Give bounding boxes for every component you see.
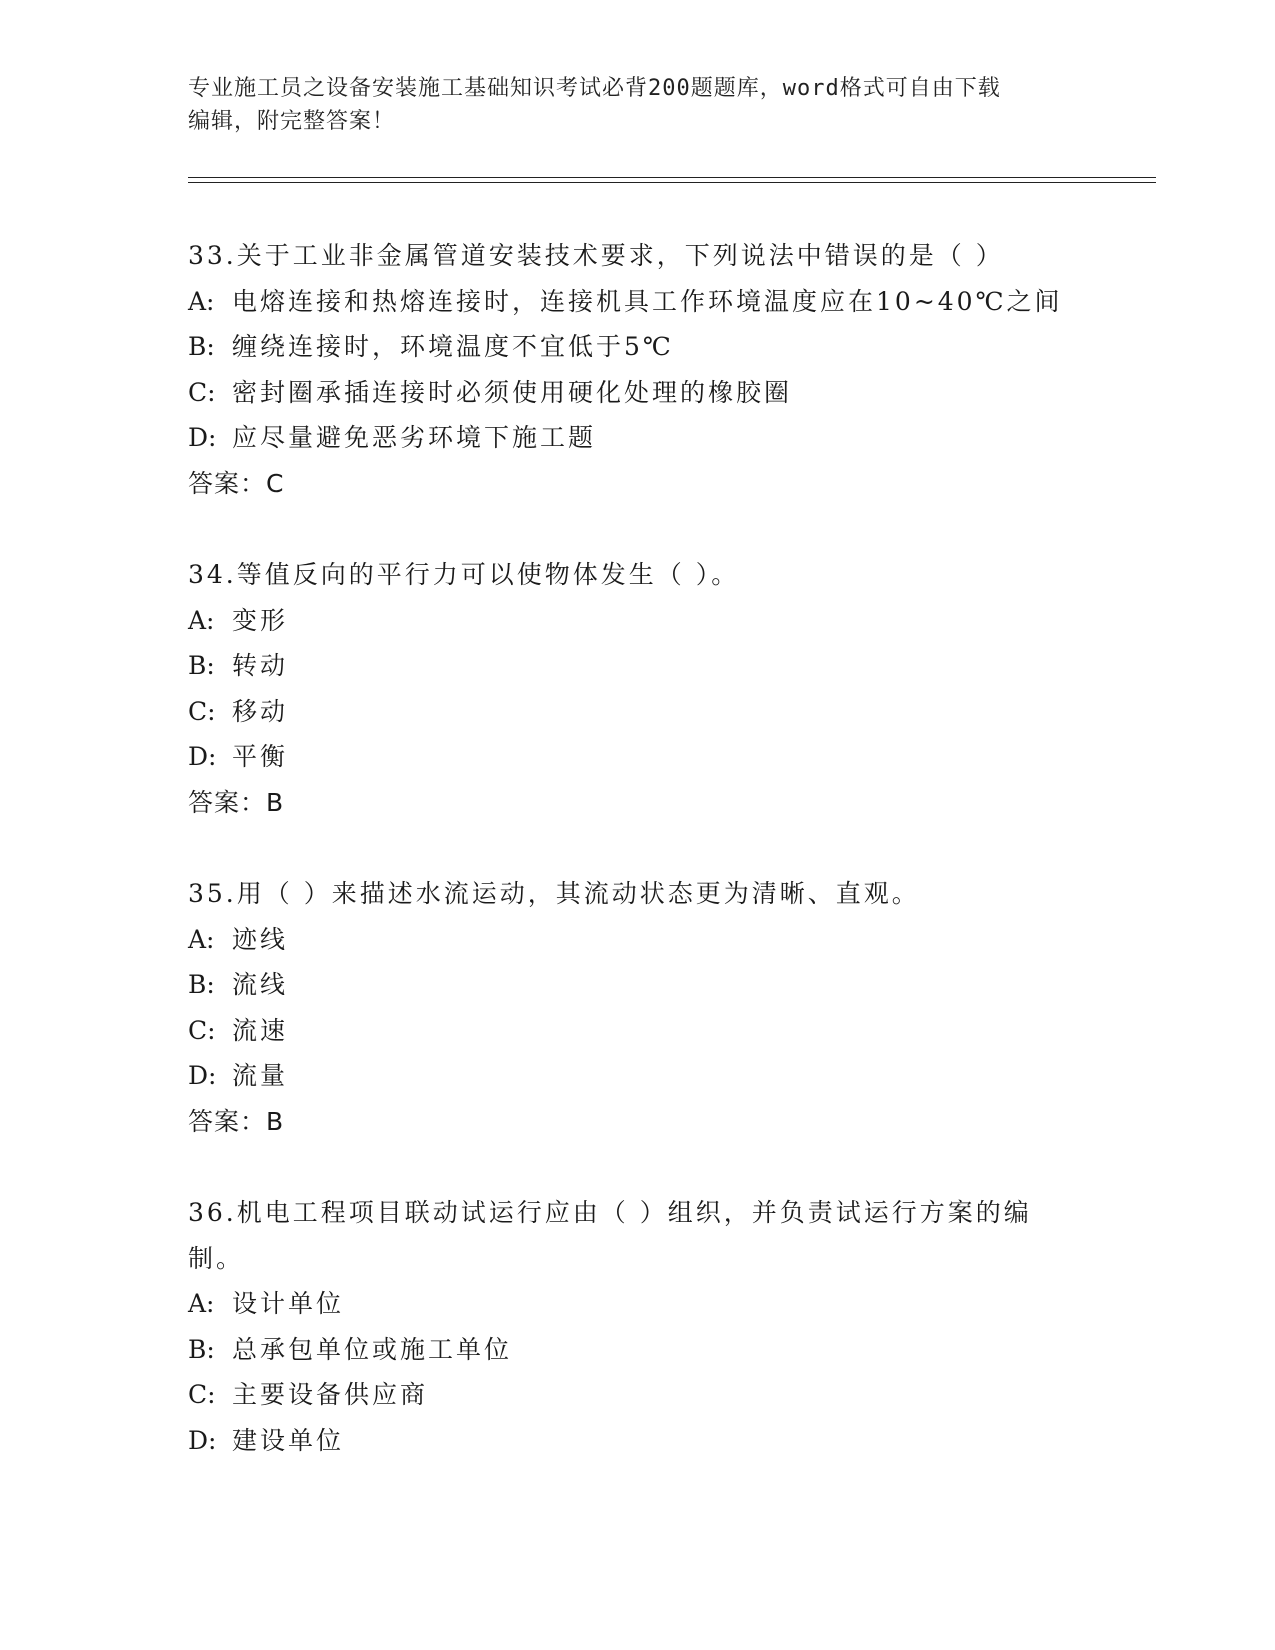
option-text: 电熔连接和热熔连接时，连接机具工作环境温度应在10~40℃之间 <box>232 286 1063 316</box>
option-label: B: <box>188 651 215 680</box>
question-36 <box>188 1190 1088 1463</box>
option-b <box>188 962 1088 1008</box>
option-c <box>188 1008 1088 1054</box>
document-header <box>188 72 1088 138</box>
option-text: 转动 <box>232 651 289 680</box>
option-b <box>188 324 1088 370</box>
option-label: C: <box>188 1015 216 1045</box>
option-a <box>188 598 1088 644</box>
option-text: 应尽量避免恶劣环境下施工题 <box>232 423 597 452</box>
option-d <box>188 1053 1088 1099</box>
option-b <box>188 643 1088 689</box>
option-text: 密封圈承插连接时必须使用硬化处理的橡胶圈 <box>232 377 793 407</box>
answer-line: 答案：B <box>188 787 285 817</box>
option-text: 变形 <box>232 605 289 635</box>
option-a <box>188 917 1088 963</box>
option-d <box>188 734 1088 780</box>
option-text: 移动 <box>232 696 289 726</box>
option-text: 总承包单位或施工单位 <box>232 1334 513 1364</box>
option-text: 主要设备供应商 <box>232 1380 429 1409</box>
option-text: 平衡 <box>232 742 289 771</box>
option-label: C: <box>188 1380 216 1409</box>
option-text: 建设单位 <box>232 1425 345 1455</box>
header-divider-top <box>188 177 1156 178</box>
header-line-2: 编辑，附完整答案！ <box>188 109 396 134</box>
option-c <box>188 1372 1088 1418</box>
header-line-1: 专业施工员之设备安装施工基础知识考试必背200题题库，word格式可自由下载 <box>188 76 1001 101</box>
question-34 <box>188 552 1088 825</box>
option-a <box>188 279 1088 325</box>
option-label: B: <box>188 970 215 999</box>
option-d <box>188 1418 1088 1464</box>
option-text: 迹线 <box>232 924 289 954</box>
option-text: 流速 <box>232 1015 289 1045</box>
option-label: A: <box>188 1289 215 1318</box>
option-label: C: <box>188 377 216 407</box>
option-text: 设计单位 <box>232 1289 345 1318</box>
question-33 <box>188 233 1088 506</box>
option-label: A: <box>188 924 215 954</box>
option-label: B: <box>188 332 215 361</box>
option-text: 流线 <box>232 970 289 999</box>
question-stem: 36.机电工程项目联动试运行应由（ ）组织，并负责试运行方案的编制。 <box>188 1198 1032 1273</box>
option-text: 流量 <box>232 1061 289 1090</box>
option-label: D: <box>188 1425 217 1455</box>
answer-line: 答案：C <box>188 468 285 498</box>
question-stem: 35.用（ ）来描述水流运动，其流动状态更为清晰、直观。 <box>188 879 920 908</box>
option-b <box>188 1327 1088 1373</box>
option-label: D: <box>188 1061 217 1090</box>
option-c <box>188 689 1088 735</box>
option-label: A: <box>188 605 215 635</box>
option-label: B: <box>188 1334 215 1364</box>
option-label: A: <box>188 286 215 316</box>
option-text: 缠绕连接时，环境温度不宜低于5℃ <box>232 332 674 361</box>
answer-line: 答案：B <box>188 1106 285 1136</box>
question-35 <box>188 871 1088 1144</box>
question-stem: 33.关于工业非金属管道安装技术要求，下列说法中错误的是（ ） <box>188 241 1004 270</box>
option-label: D: <box>188 423 217 452</box>
option-label: D: <box>188 742 217 771</box>
question-list <box>188 233 1088 1509</box>
option-a <box>188 1281 1088 1327</box>
question-stem: 34.等值反向的平行力可以使物体发生（ ）。 <box>188 560 740 589</box>
option-d <box>188 415 1088 461</box>
option-label: C: <box>188 696 216 726</box>
header-divider-bottom <box>188 182 1156 183</box>
option-c <box>188 370 1088 416</box>
